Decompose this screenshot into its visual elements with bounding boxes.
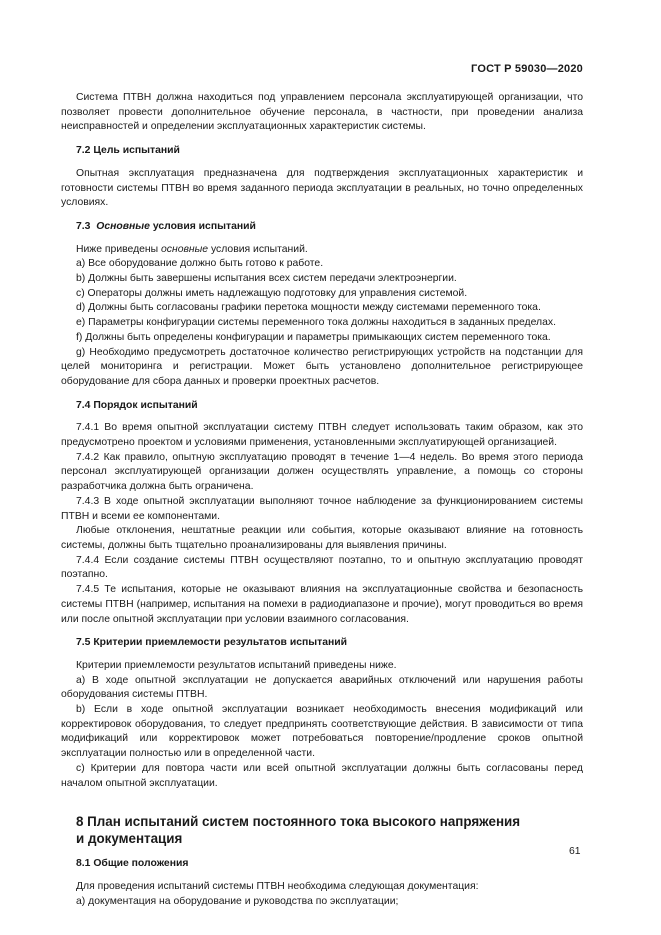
section-8-1-paragraph: Для проведения испытаний системы ПТВН необходима следующая документация: bbox=[76, 880, 479, 892]
section-7-2-heading: 7.2 Цель испытаний bbox=[76, 145, 180, 157]
section-7-3-title-italic: Основные bbox=[96, 220, 150, 232]
section-7-3-title-rest: условия испытаний bbox=[149, 220, 256, 232]
section-8-title-line1: 8 План испытаний систем постоянного тока высокого напряжения bbox=[76, 814, 521, 830]
section-7-3-lead bbox=[61, 243, 583, 258]
intro-paragraph: Система ПТВН должна находиться под управлением персонала эксплуатирующей организации, что позволяет провести дополнительное обучение персонала, в частности, при проведении анализа неисправностей и определении эксплуатационных характеристик системы. bbox=[61, 92, 583, 133]
list-item: c) Операторы должны иметь надлежащую подготовку для управления системой. bbox=[76, 287, 468, 299]
section-8-1-paragraph: a) документация на оборудование и руководства по эксплуатации; bbox=[76, 895, 399, 907]
section-7-4-heading: 7.4 Порядок испытаний bbox=[76, 399, 198, 411]
list-item: a) Все оборудование должно быть готово к работе. bbox=[76, 258, 324, 270]
list-item: f) Должны быть определены конфигурации и параметры примыкающих систем переменного тока. bbox=[76, 331, 551, 343]
section-7-4-paragraph: Любые отклонения, нештатные реакции или события, которые оказывают влияние на готовность системы, должны быть тщательно проанализированы для выявления причины. bbox=[61, 525, 583, 551]
section-7-4-paragraph: 7.4.5 Те испытания, которые не оказывают влияния на эксплуатационные свойства и безопасность системы ПТВН (например, испытания на помехи в радиодиапазоне и прочие), могут проводиться во время или после опытной эксплуатации при условии взаимного согласования. bbox=[61, 584, 583, 625]
section-7-4-paragraph: 7.4.3 В ходе опытной эксплуатации выполняют точное наблюдение за функционированием системы ПТВН и всеми ее компонентами. bbox=[61, 495, 583, 522]
section-7-5-paragraph: c) Критерии для повтора части или всей опытной эксплуатации должны быть согласованы перед началом опытной эксплуатации. bbox=[61, 762, 583, 789]
list-item: b) Должны быть завершены испытания всех систем передачи электроэнергии. bbox=[76, 273, 457, 285]
lead-text-italic: основные bbox=[161, 243, 209, 255]
section-8-title-line2: и документация bbox=[76, 830, 183, 846]
lead-text-b: условия испытаний. bbox=[208, 243, 308, 255]
list-item: e) Параметры конфигурации системы переменного тока должны находиться в заданных пределах. bbox=[76, 317, 556, 329]
section-7-5-heading: 7.5 Критерии приемлемости результатов испытаний bbox=[76, 637, 348, 649]
section-8-heading bbox=[76, 814, 583, 847]
lead-text-a: Ниже приведены bbox=[76, 243, 162, 255]
section-7-4-paragraph: 7.4.2 Как правило, опытную эксплуатацию проводят в течение 1—4 недель. Во время этого периода персонал эксплуатирующей организации должен осуществлять управление, а помощь со стороны разработчика должна быть ограничена. bbox=[61, 451, 583, 493]
section-7-5-paragraph: b) Если в ходе опытной эксплуатации возникает необходимость внесения модификаций или корректировок оборудования, то следует предпринять соответствующие действия. В зависимости от типа модификаций или корректировок может потребоваться повторение/продление сроков опытной эксплуатации полностью или в определенной части. bbox=[61, 704, 583, 760]
section-7-5-paragraph: Критерии приемлемости результатов испытаний приведены ниже. bbox=[76, 659, 397, 671]
section-7-4-paragraph: 7.4.4 Если создание системы ПТВН осуществляют поэтапно, то и опытную эксплуатацию проводят поэтапно. bbox=[61, 554, 583, 581]
section-8-1-heading: 8.1 Общие положения bbox=[76, 858, 189, 870]
list-item: d) Должны быть согласованы графики перетока мощности между системами переменного тока. bbox=[76, 302, 541, 314]
document-body bbox=[61, 91, 583, 909]
section-7-5-paragraph: a) В ходе опытной эксплуатации не допускается аварийных отключений или нарушения работы оборудования системы ПТВН. bbox=[61, 674, 583, 701]
standard-header: ГОСТ Р 59030—2020 bbox=[471, 63, 583, 75]
page-number: 61 bbox=[569, 846, 581, 857]
list-item: g) Необходимо предусмотреть достаточное количество регистрирующих устройств на подстанции для целей мониторинга и регистрации. Может быть установлено дополнительное регистрирующее оборудование для сбора данных и проверки проектных расчетов. bbox=[61, 346, 583, 387]
section-7-3-heading bbox=[76, 220, 583, 235]
section-7-3-number: 7.3 bbox=[76, 220, 91, 232]
section-7-2-text: Опытная эксплуатация предназначена для подтверждения эксплуатационных характеристик и готовности системы ПТВН во время заданного периода эксплуатации в реальных, но точно определенных условиях. bbox=[61, 167, 583, 209]
section-7-4-paragraph: 7.4.1 Во время опытной эксплуатации систему ПТВН следует использовать таким образом, как это предусмотрено проектом и условиями применения, установленными эксплуатирующей организацией. bbox=[61, 422, 583, 449]
